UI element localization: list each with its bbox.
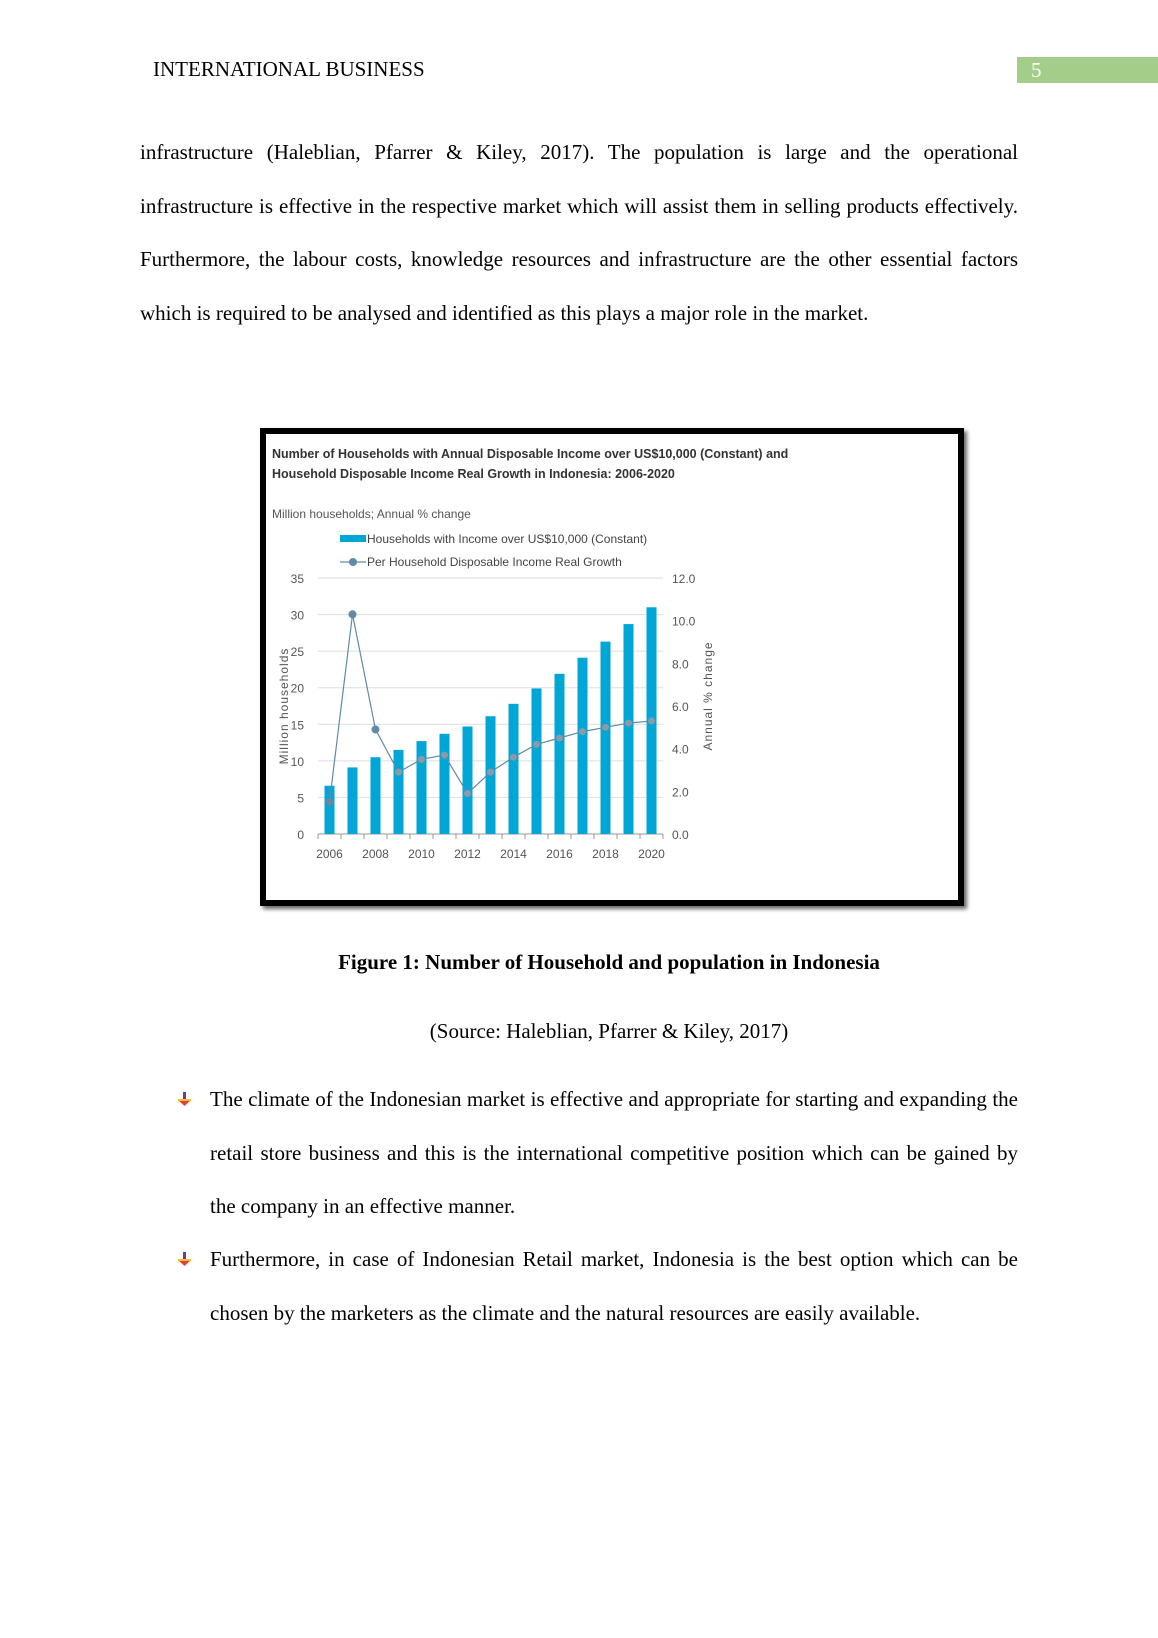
chart-subtitle: Million households; Annual % change bbox=[272, 507, 471, 521]
legend-bar-swatch bbox=[340, 535, 366, 542]
growth-point-2014 bbox=[510, 754, 517, 761]
bullet-text: Furthermore, in case of Indonesian Retail market, Indonesia is the best option which can be chosen by the marketers as the climate and the natural resources are easily available. bbox=[210, 1247, 1018, 1325]
figure-caption: Figure 1: Number of Household and population in Indonesia bbox=[338, 950, 880, 974]
chart-svg bbox=[266, 434, 958, 900]
bar-2017 bbox=[578, 658, 588, 834]
bar-2007 bbox=[348, 767, 358, 834]
bullet-text: The climate of the Indonesian market is effective and appropriate for starting and expanding the retail store business and this is the international competitive position which can be gained by the company in an effective manner. bbox=[210, 1087, 1018, 1218]
bar-2012 bbox=[463, 726, 473, 834]
growth-point-2006 bbox=[326, 798, 334, 806]
bar-2016 bbox=[555, 674, 565, 834]
bar-2011 bbox=[440, 734, 450, 834]
bar-2014 bbox=[509, 704, 519, 834]
y-tick-label: 30 bbox=[290, 608, 304, 623]
legend-label: Per Household Disposable Income Real Growth bbox=[367, 555, 622, 569]
arrow-bullet-icon bbox=[176, 1091, 192, 1107]
y2-axis-label: Annual % change bbox=[701, 641, 715, 751]
y-tick-label: 10 bbox=[290, 754, 304, 769]
growth-point-2017 bbox=[579, 728, 586, 735]
bar-2015 bbox=[532, 688, 542, 834]
arrow-bullet-icon bbox=[176, 1251, 192, 1267]
growth-point-2012 bbox=[464, 790, 471, 797]
y2-tick-label: 0.0 bbox=[672, 828, 689, 842]
bar-2019 bbox=[624, 624, 634, 834]
paragraph-text: infrastructure (Haleblian, Pfarrer & Kiley, 2017). The population is large and the operational infrastructure is effective in the respective market which will assist them in selling products effectively. Furthermore, the labour costs, knowledge resources and infrastructure are the other essential factors which is required to be analysed and identified as this plays a major role in the market. bbox=[140, 140, 1018, 325]
x-tick-label: 2018 bbox=[592, 847, 619, 861]
chart-title-line1: Number of Households with Annual Disposable Income over US$10,000 (Constant) and bbox=[272, 447, 789, 461]
y2-tick-label: 10.0 bbox=[672, 614, 696, 629]
growth-point-2011 bbox=[441, 752, 448, 759]
growth-point-2019 bbox=[625, 720, 632, 727]
x-tick-label: 2020 bbox=[638, 847, 665, 861]
y-tick-label: 15 bbox=[290, 718, 304, 733]
growth-point-2020 bbox=[648, 717, 655, 724]
growth-point-2016 bbox=[556, 735, 563, 742]
growth-point-2007 bbox=[349, 610, 357, 618]
y2-tick-label: 2.0 bbox=[672, 785, 689, 800]
legend-marker bbox=[349, 558, 357, 566]
y2-tick-label: 4.0 bbox=[672, 742, 689, 757]
chart-title-line2: Household Disposable Income Real Growth in Indonesia: 2006-2020 bbox=[272, 467, 675, 481]
y-tick-label: 5 bbox=[297, 791, 304, 806]
legend-label: Households with Income over US$10,000 (Constant) bbox=[367, 532, 648, 546]
growth-point-2008 bbox=[372, 725, 380, 733]
y2-tick-label: 8.0 bbox=[672, 657, 689, 672]
x-tick-label: 2008 bbox=[362, 847, 389, 861]
y2-tick-label: 12.0 bbox=[672, 572, 696, 586]
bar-2010 bbox=[417, 741, 427, 834]
growth-point-2009 bbox=[395, 769, 402, 776]
figure-source: (Source: Haleblian, Pfarrer & Kiley, 2017) bbox=[429, 1019, 789, 1043]
x-tick-label: 2010 bbox=[408, 847, 435, 861]
growth-point-2013 bbox=[487, 769, 494, 776]
x-tick-label: 2012 bbox=[454, 847, 481, 861]
bar-2006 bbox=[325, 786, 335, 834]
x-tick-label: 2006 bbox=[316, 847, 343, 861]
y-tick-label: 25 bbox=[290, 645, 304, 660]
growth-point-2010 bbox=[418, 756, 425, 763]
body-paragraph bbox=[140, 126, 1018, 340]
bar-2008 bbox=[371, 757, 381, 834]
x-tick-label: 2014 bbox=[500, 847, 527, 861]
y-axis-label: Million households bbox=[277, 647, 291, 765]
bullet-item bbox=[176, 1233, 1018, 1340]
growth-point-2018 bbox=[602, 724, 609, 731]
y-tick-label: 20 bbox=[290, 681, 304, 696]
y2-tick-label: 6.0 bbox=[672, 700, 689, 714]
y-tick-label: 0 bbox=[297, 828, 304, 842]
bar-2009 bbox=[394, 750, 404, 834]
running-header: INTERNATIONAL BUSINESS bbox=[153, 57, 425, 81]
bullet-item bbox=[176, 1073, 1018, 1234]
growth-point-2015 bbox=[533, 741, 540, 748]
chart-figure bbox=[260, 428, 964, 906]
page-number: 5 bbox=[1017, 57, 1158, 83]
bar-2018 bbox=[601, 642, 611, 834]
x-tick-label: 2016 bbox=[546, 847, 573, 861]
y-tick-label: 35 bbox=[290, 572, 304, 586]
